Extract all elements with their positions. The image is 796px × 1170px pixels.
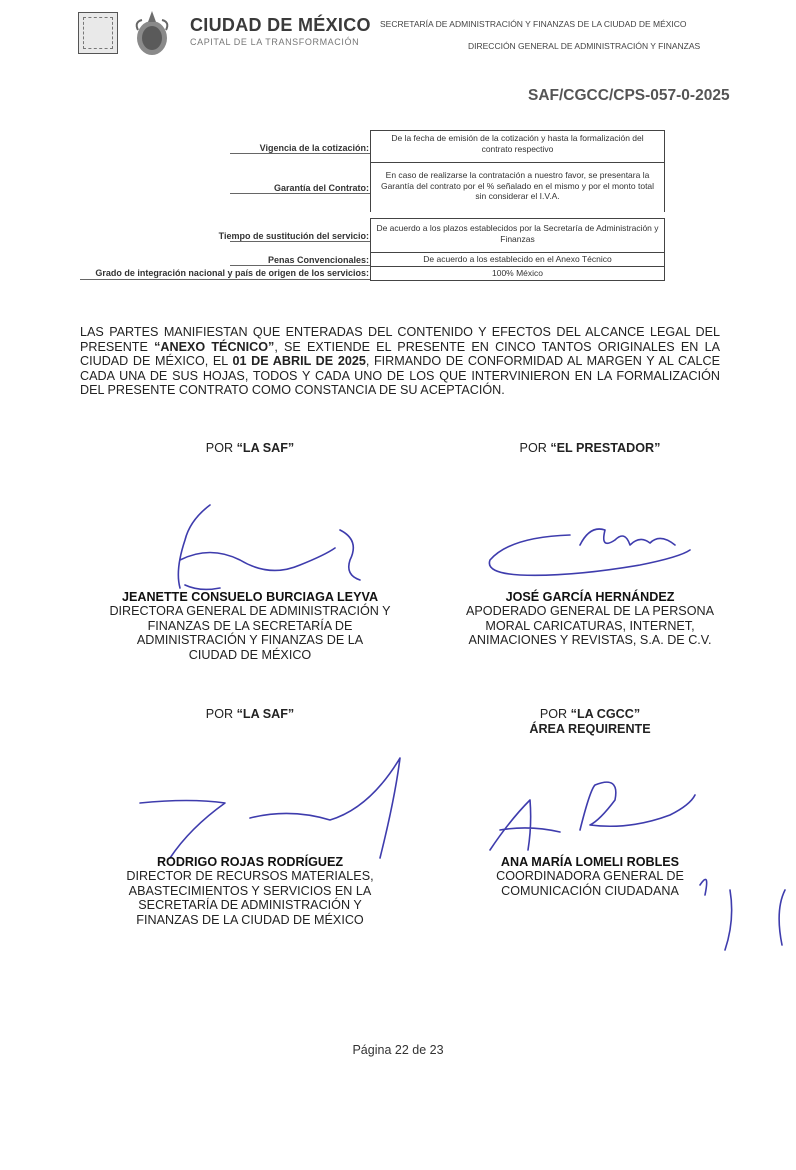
- area-subtitle: ÁREA REQUIRENTE: [529, 722, 651, 736]
- paragraph-text: , SE EXTIENDE EL PRESENTE EN CINCO TANTOS ORIGINALES EN LA CIUDAD DE MÉXICO, EL: [80, 339, 720, 368]
- row-underline: [230, 193, 370, 194]
- secretariat-heading: SECRETARÍA DE ADMINISTRACIÓN Y FINANZAS DE LA CIUDAD DE MÉXICO: [380, 19, 687, 29]
- role-line: COMUNICACIÓN CIUDADANA: [501, 883, 679, 898]
- handwritten-signature: [480, 515, 700, 585]
- table-row-value: De acuerdo a los plazos establecidos por la Secretaría de Administración y Finanzas: [376, 223, 659, 244]
- table-row-label: Vigencia de la cotización:: [259, 143, 369, 153]
- city-tagline: CAPITAL DE LA TRANSFORMACIÓN: [190, 37, 360, 47]
- signatory-name: ANA MARÍA LOMELI ROBLES: [500, 855, 680, 869]
- role-line: ABASTECIMIENTOS Y SERVICIOS EN LA: [128, 883, 372, 898]
- role-line: FINANZAS DE LA CIUDAD DE MÉXICO: [136, 912, 364, 927]
- annex-title: “ANEXO TÉCNICO”: [154, 339, 275, 354]
- table-row: [370, 266, 665, 280]
- row-underline: [230, 153, 370, 154]
- role-line: APODERADO GENERAL DE LA PERSONA: [466, 604, 714, 618]
- page-number: Página 22 de 23: [352, 1043, 444, 1057]
- row-underline: [230, 265, 370, 266]
- directorate-heading: DIRECCIÓN GENERAL DE ADMINISTRACIÓN Y FINANZAS: [468, 41, 701, 51]
- paragraph-text: , FIRMANDO DE CONFORMIDAD AL MARGEN Y AL CALCE CADA UNA DE SUS HOJAS, TODOS Y CADA UNO DE LOS QUE INTERVINIERON EN LA FORMALIZACIÓN DEL PRESENTE CONTRATO COMO CONSTANCIA DE SU ACEPTACIÓN.: [80, 354, 720, 397]
- signature-party-heading: [100, 707, 400, 721]
- paragraph-text: LAS PARTES MANIFIESTAN QUE ENTERADAS DEL CONTENIDO Y EFECTOS DEL ALCANCE LEGAL DEL PRESENTE: [80, 325, 720, 354]
- signing-date: 01 DE ABRIL DE 2025: [232, 354, 366, 368]
- table-bottom-rule: [370, 280, 665, 281]
- role-line: MORAL CARICATURAS, INTERNET,: [485, 618, 695, 633]
- role-line: ADMINISTRACIÓN Y FINANZAS DE LA: [136, 633, 364, 647]
- table-row-value: 100% México: [491, 268, 544, 278]
- por-label: POR: [519, 441, 551, 455]
- table-row-value: De acuerdo a los establecido en el Anexo Técnico: [423, 254, 612, 264]
- table-row: [370, 218, 665, 252]
- por-label: POR: [205, 707, 237, 721]
- row-underline: [230, 241, 370, 242]
- handwritten-signature: [130, 748, 430, 868]
- table-row: [370, 130, 665, 162]
- margin-initial-mark: [690, 860, 790, 960]
- table-row-value: De la fecha de emisión de la cotización y hasta la formalización del contrato respectivo: [391, 133, 644, 154]
- signatory-name: JOSÉ GARCÍA HERNÁNDEZ: [505, 590, 675, 604]
- party-name: “LA SAF”: [236, 707, 295, 721]
- closing-paragraph: [80, 325, 720, 398]
- table-row: [370, 252, 665, 266]
- handwritten-signature: [470, 770, 710, 860]
- role-line: ANIMACIONES Y REVISTAS, S.A. DE C.V.: [468, 633, 712, 647]
- signature-party-heading: [100, 441, 400, 455]
- signature-party-heading: [440, 707, 740, 721]
- role-line: FINANZAS DE LA SECRETARÍA DE: [147, 618, 353, 633]
- signatory-name: RODRIGO ROJAS RODRÍGUEZ: [156, 855, 344, 869]
- city-name: CIUDAD DE MÉXICO: [190, 15, 371, 35]
- table-row-label: Penas Convencionales:: [267, 255, 369, 265]
- eagle-emblem-icon: [132, 8, 172, 58]
- table-row-label: Grado de integración nacional y país de origen de los servicios:: [95, 268, 369, 278]
- role-line: DIRECTORA GENERAL DE ADMINISTRACIÓN Y: [109, 604, 391, 618]
- role-line: DIRECTOR DE RECURSOS MATERIALES,: [126, 869, 374, 883]
- party-name: “LA SAF”: [236, 441, 295, 455]
- party-name: “EL PRESTADOR”: [550, 441, 661, 455]
- table-row: [370, 162, 665, 212]
- table-row-value: En caso de realizarse la contratación a nuestro favor, se presentara la Garantía del contrato por el % señalado en el mismo y por el monto total sin considerar el I.V.A.: [380, 170, 655, 201]
- table-row-label: Tiempo de sustitución del servicio:: [218, 231, 369, 241]
- signatory-name: JEANETTE CONSUELO BURCIAGA LEYVA: [121, 590, 379, 604]
- role-line: SECRETARÍA DE ADMINISTRACIÓN Y: [138, 898, 362, 912]
- role-line: CIUDAD DE MÉXICO: [188, 647, 312, 662]
- row-underline: [80, 279, 370, 280]
- por-label: POR: [539, 707, 571, 721]
- signatory-role: [80, 869, 420, 927]
- signatory-role: [430, 604, 750, 648]
- document-reference: SAF/CGCC/CPS-057-0-2025: [528, 87, 730, 104]
- party-name: “LA CGCC”: [570, 707, 641, 721]
- signature-party-heading: [440, 441, 740, 455]
- role-line: COORDINADORA GENERAL DE: [496, 869, 684, 883]
- signatory-role: [80, 604, 420, 662]
- table-row-label: Garantía del Contrato:: [273, 183, 369, 193]
- por-label: POR: [205, 441, 237, 455]
- city-crest-icon: [78, 12, 118, 54]
